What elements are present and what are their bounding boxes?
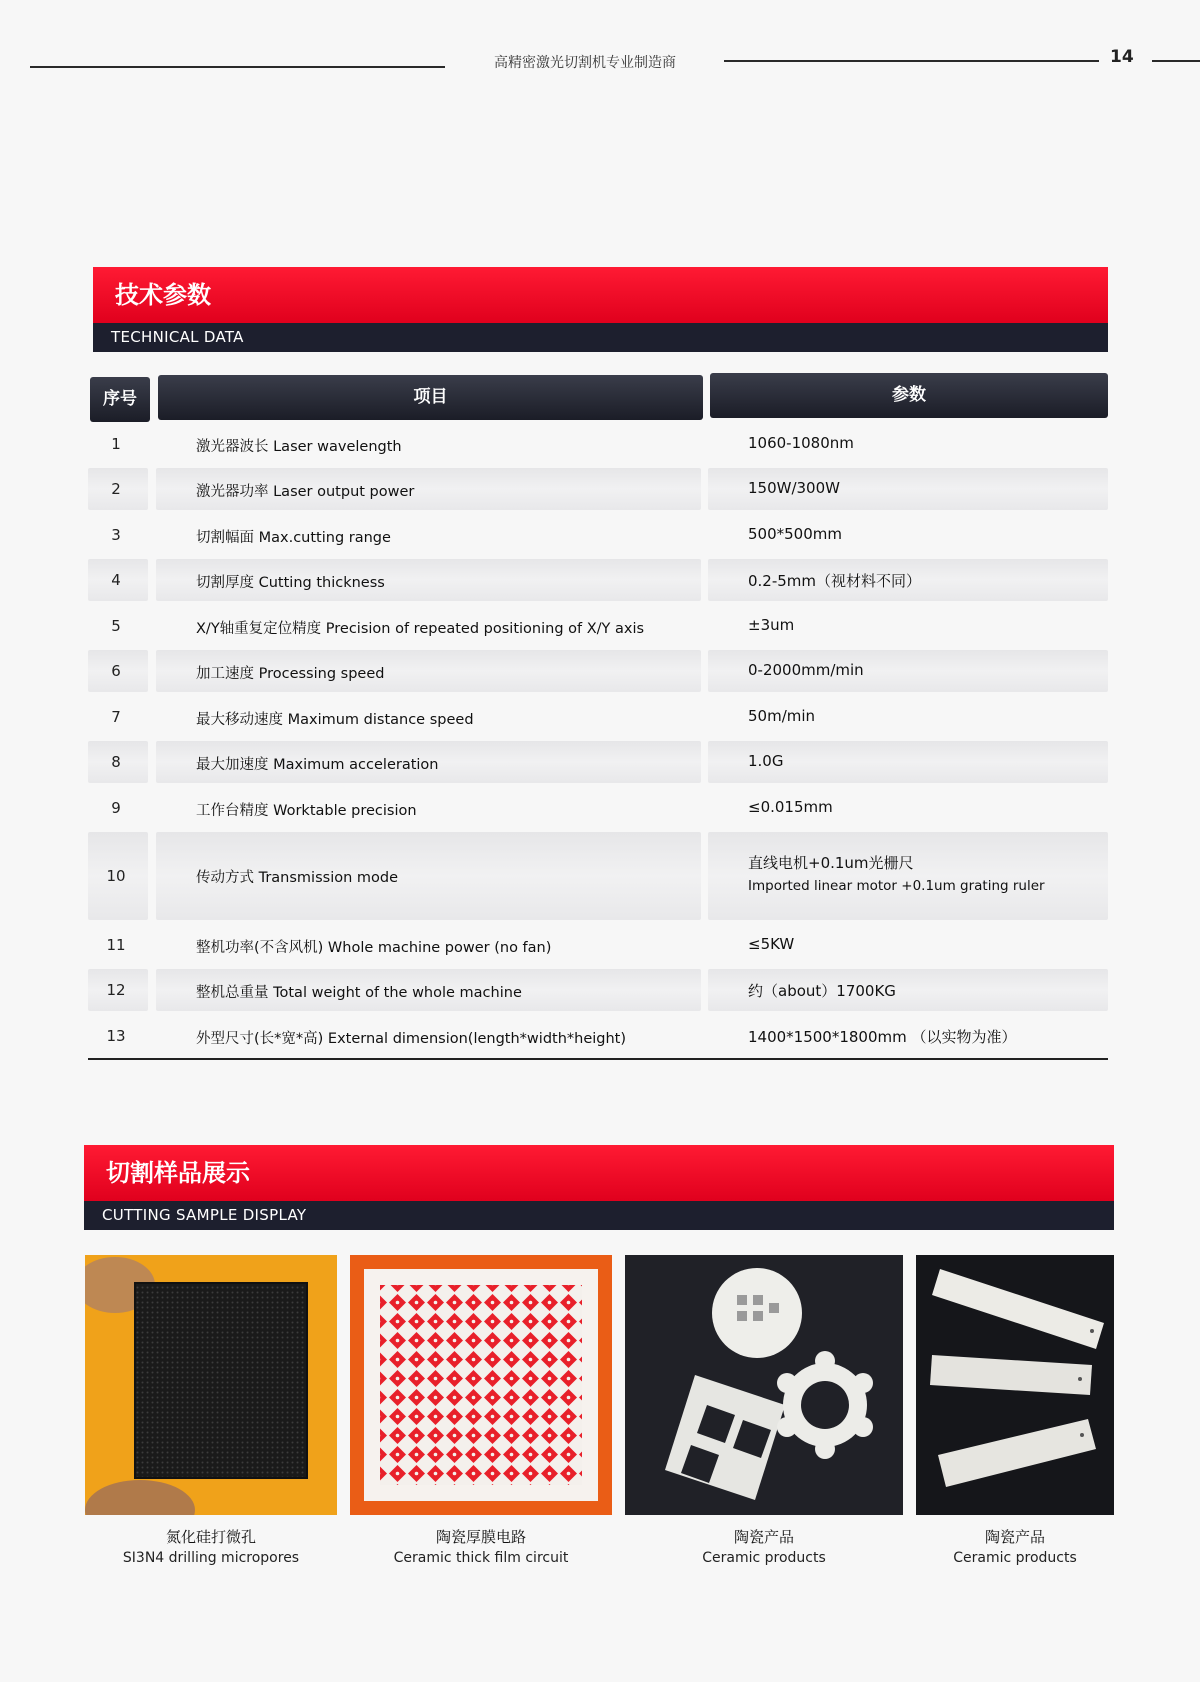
row-number: 1 bbox=[111, 435, 121, 453]
samples-title-en: CUTTING SAMPLE DISPLAY bbox=[84, 1201, 1114, 1230]
row-item: 激光器功率 Laser output power bbox=[196, 484, 415, 500]
table-header-item: 项目 bbox=[158, 375, 703, 420]
row-value: 50m/min bbox=[748, 707, 816, 725]
row-item: 加工速度 Processing speed bbox=[196, 666, 385, 682]
table-header-no: 序号 bbox=[90, 377, 150, 422]
caption-cn: 陶瓷产品 bbox=[984, 1528, 1045, 1546]
row-item: 工作台精度 Worktable precision bbox=[196, 803, 417, 819]
row-number: 3 bbox=[111, 526, 121, 544]
table-row-4 bbox=[88, 557, 1108, 603]
caption-en: SI3N4 drilling micropores bbox=[122, 1550, 300, 1566]
row-value-en: Imported linear motor +0.1um grating ruler bbox=[748, 878, 1045, 894]
caption-cn: 氮化硅打微孔 bbox=[165, 1528, 256, 1546]
row-item: 整机功率(不含风机) Whole machine power (no fan) bbox=[196, 940, 552, 956]
row-number: 9 bbox=[111, 799, 121, 817]
header-rule-right bbox=[724, 60, 1099, 62]
table-header-param: 参数 bbox=[710, 373, 1108, 418]
caption-en: Ceramic thick film circuit bbox=[393, 1550, 569, 1566]
row-item: 激光器波长 Laser wavelength bbox=[196, 439, 402, 455]
row-value: 0-2000mm/min bbox=[748, 661, 864, 679]
row-item: 外型尺寸(长*宽*高) External dimension(length*width*height) bbox=[196, 1031, 627, 1047]
sample-caption-1 bbox=[85, 1526, 337, 1566]
row-value: 直线电机+0.1um光栅尺 bbox=[748, 854, 914, 872]
row-cell-value bbox=[708, 832, 1108, 920]
sample-caption-3 bbox=[625, 1526, 903, 1566]
row-number: 12 bbox=[106, 981, 126, 999]
row-number: 6 bbox=[111, 662, 121, 680]
sample-caption-4 bbox=[916, 1526, 1114, 1566]
ceramic-strips-illustration bbox=[916, 1255, 1114, 1515]
table-bottom-rule bbox=[88, 1058, 1108, 1060]
row-value: 约（about）1700KG bbox=[748, 982, 896, 1000]
row-item: 切割幅面 Max.cutting range bbox=[196, 530, 391, 546]
table-row-7 bbox=[88, 694, 1108, 739]
row-number: 8 bbox=[111, 753, 121, 771]
row-value: 500*500mm bbox=[748, 525, 842, 543]
row-item: 最大移动速度 Maximum distance speed bbox=[196, 712, 474, 728]
ceramic-parts-illustration bbox=[625, 1255, 903, 1515]
table-row-10 bbox=[88, 830, 1108, 922]
sample-image-ceramic-1 bbox=[625, 1255, 903, 1515]
row-value: ≤5KW bbox=[748, 935, 795, 953]
caption-en: Ceramic products bbox=[702, 1550, 826, 1566]
row-item: X/Y轴重复定位精度 Precision of repeated positioning of X/Y axis bbox=[196, 621, 645, 637]
row-number: 11 bbox=[106, 936, 126, 954]
table-row-11 bbox=[88, 922, 1108, 967]
row-number: 10 bbox=[106, 867, 126, 885]
row-value: 1.0G bbox=[748, 752, 784, 770]
table-row-6 bbox=[88, 648, 1108, 694]
row-item: 切割厚度 Cutting thickness bbox=[196, 575, 385, 591]
header-rule-left bbox=[30, 66, 445, 68]
row-item: 最大加速度 Maximum acceleration bbox=[196, 757, 439, 773]
table-row-5 bbox=[88, 603, 1108, 648]
caption-cn: 陶瓷产品 bbox=[733, 1528, 794, 1546]
table-row-2 bbox=[88, 466, 1108, 512]
row-value: 1060-1080nm bbox=[748, 434, 854, 452]
row-value: ≤0.015mm bbox=[748, 798, 833, 816]
tech-data-banner bbox=[93, 267, 1108, 352]
tech-data-title-en: TECHNICAL DATA bbox=[93, 323, 1108, 352]
caption-en: Ceramic products bbox=[953, 1550, 1077, 1566]
table-row-13 bbox=[88, 1013, 1108, 1058]
sample-image-ceramic-2 bbox=[916, 1255, 1114, 1515]
sample-image-si3n4 bbox=[85, 1255, 337, 1515]
table-row-9 bbox=[88, 785, 1108, 830]
caption-cn: 陶瓷厚膜电路 bbox=[435, 1528, 526, 1546]
row-value: 1400*1500*1800mm （以实物为准） bbox=[748, 1028, 1017, 1046]
row-item: 整机总重量 Total weight of the whole machine bbox=[196, 985, 522, 1001]
row-item: 传动方式 Transmission mode bbox=[196, 870, 399, 886]
row-value: ±3um bbox=[748, 616, 795, 634]
table-row-3 bbox=[88, 512, 1108, 557]
row-number: 4 bbox=[111, 571, 121, 589]
row-number: 5 bbox=[111, 617, 121, 635]
samples-banner bbox=[84, 1145, 1114, 1230]
si3n4-chip-illustration bbox=[85, 1255, 337, 1515]
table-row-1 bbox=[88, 424, 1108, 466]
table-row-12 bbox=[88, 967, 1108, 1013]
samples-title-cn: 切割样品展示 bbox=[84, 1145, 1114, 1201]
table-row-8 bbox=[88, 739, 1108, 785]
thick-film-circuit-illustration bbox=[350, 1255, 612, 1515]
tech-data-title-cn: 技术参数 bbox=[93, 267, 1108, 323]
header-rule-tail bbox=[1152, 60, 1200, 62]
row-value: 0.2-5mm（视材料不同） bbox=[748, 572, 922, 590]
page-number: 14 bbox=[1110, 47, 1134, 67]
sample-caption-2 bbox=[350, 1526, 612, 1566]
header-title: 高精密激光切割机专业制造商 bbox=[494, 55, 676, 71]
row-number: 7 bbox=[111, 708, 121, 726]
row-number: 2 bbox=[111, 480, 121, 498]
row-number: 13 bbox=[106, 1027, 126, 1045]
sample-image-thick-film bbox=[350, 1255, 612, 1515]
row-value: 150W/300W bbox=[748, 479, 840, 497]
